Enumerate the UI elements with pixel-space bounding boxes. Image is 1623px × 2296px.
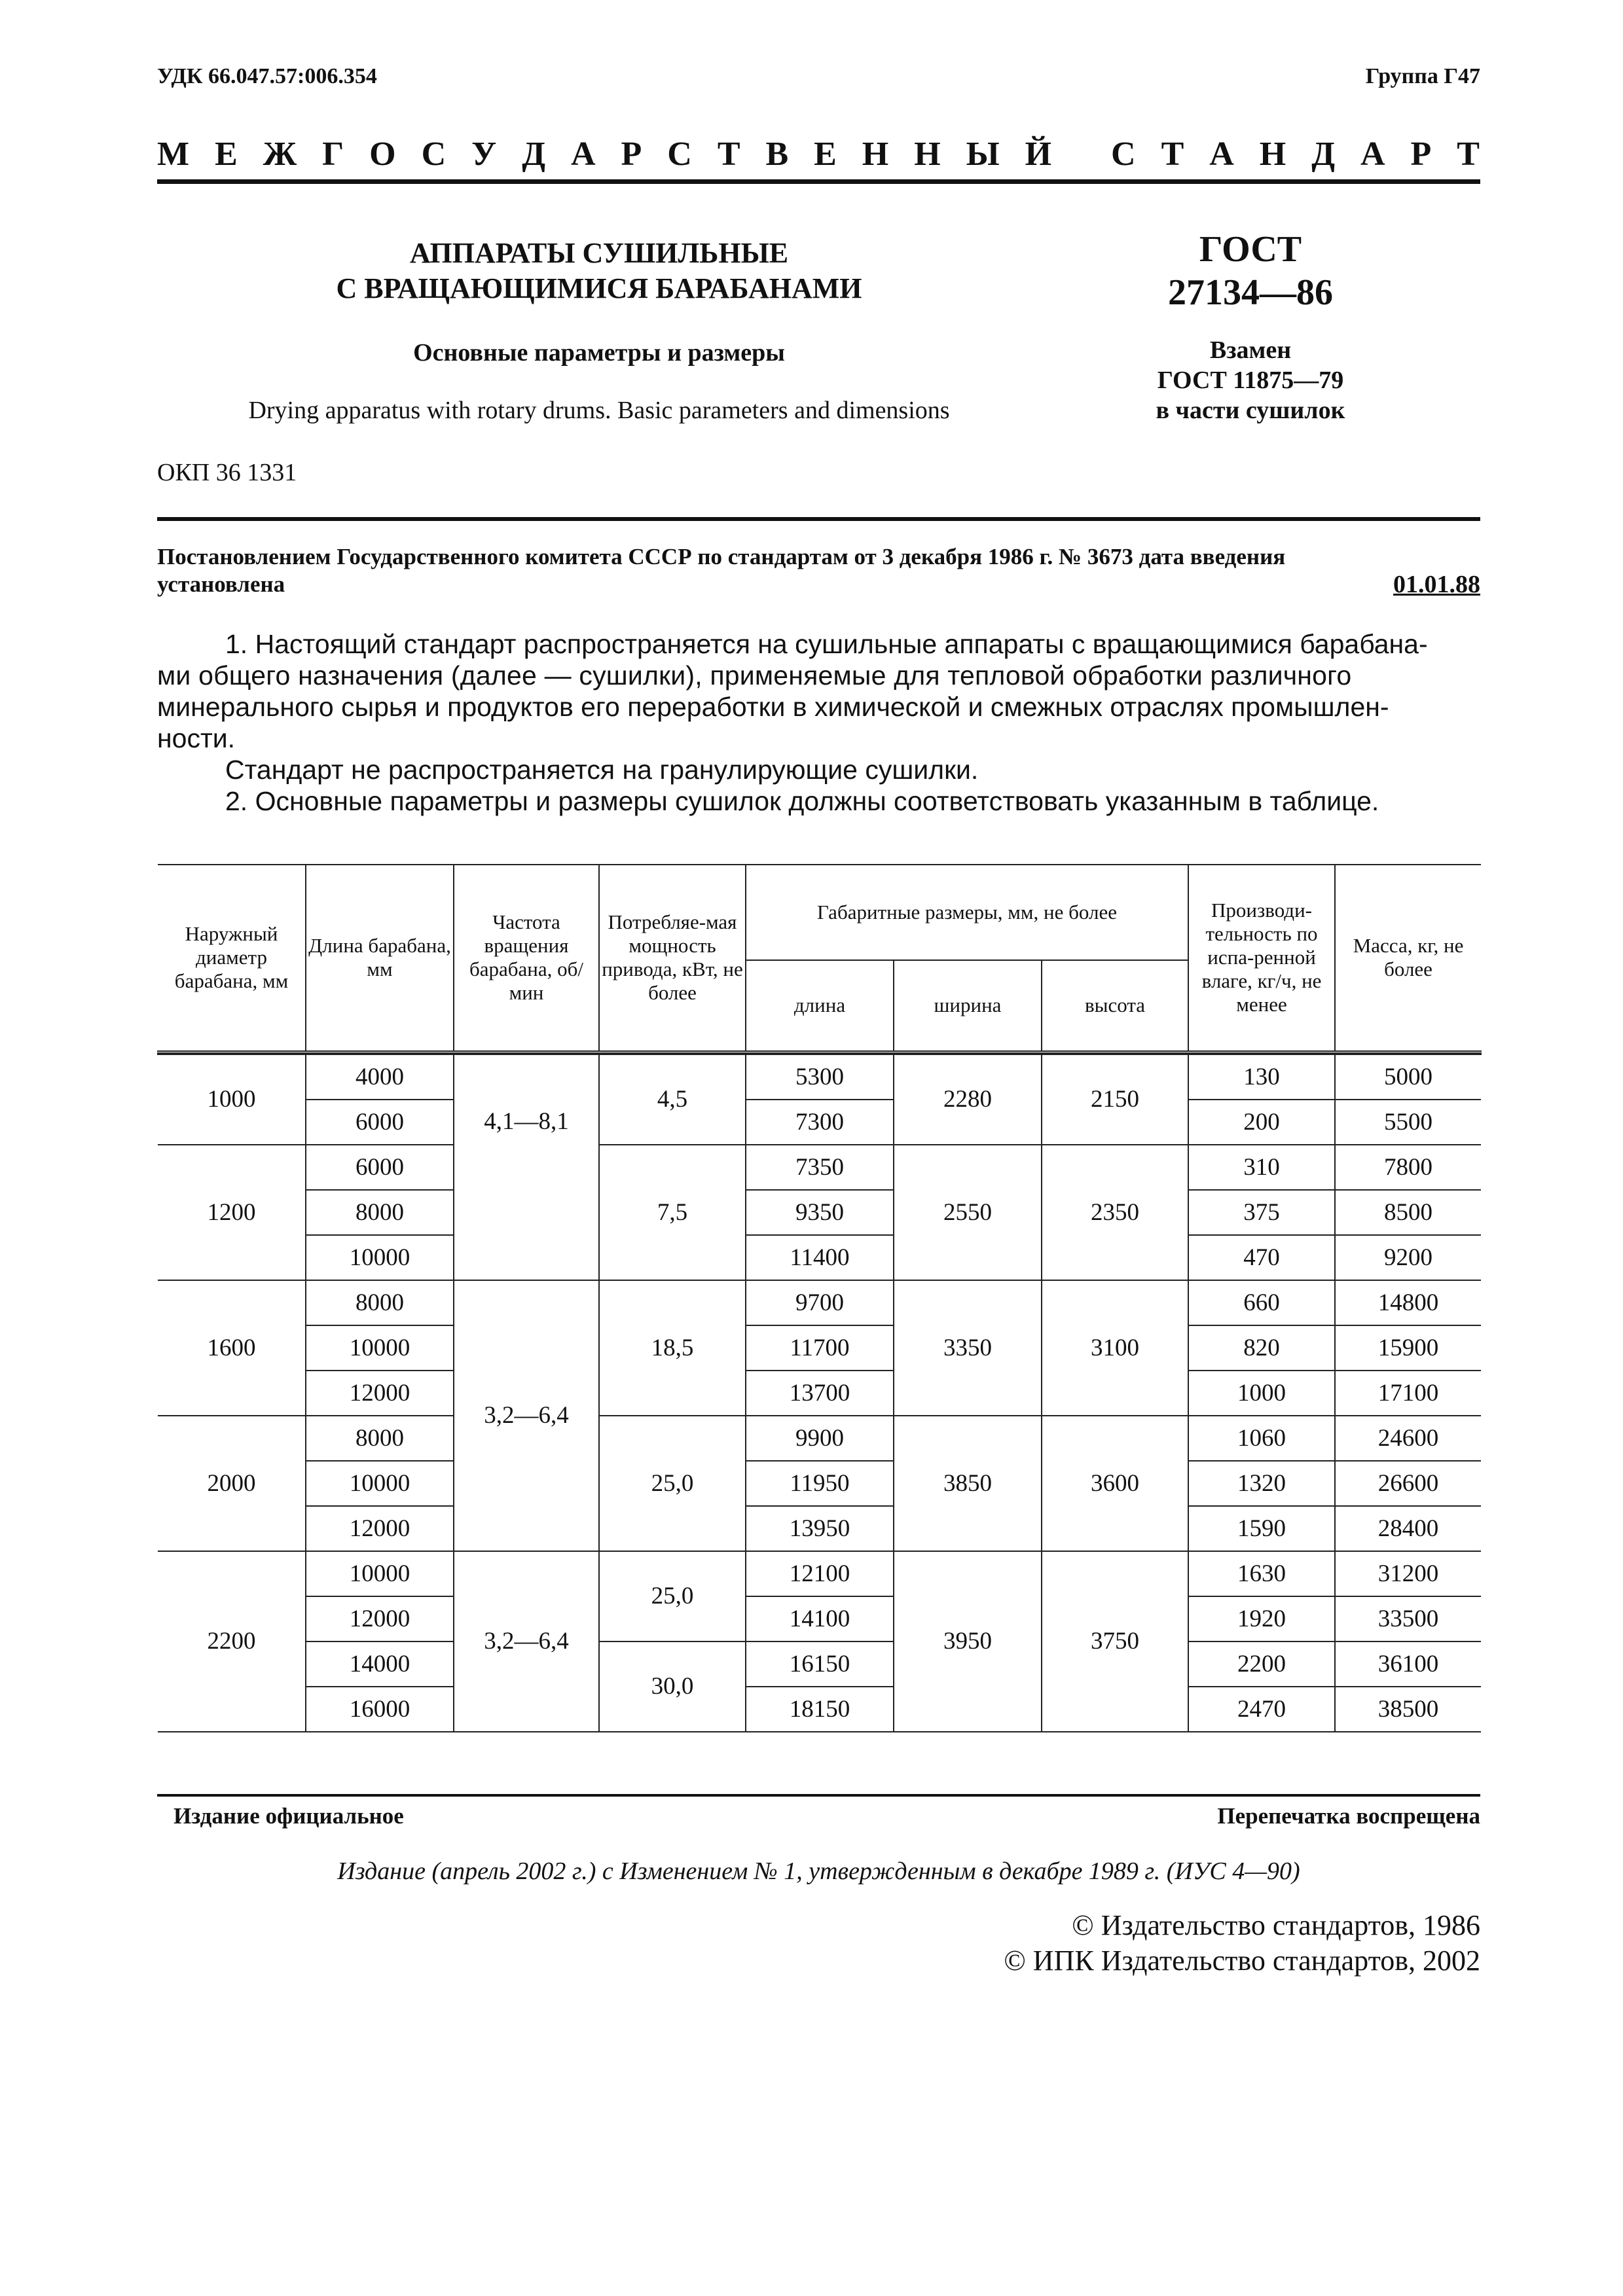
table-row — [158, 1100, 1481, 1145]
paragraph-1-line-2: ми общего назначения (далее — сушилки), применяемые для тепловой обработки различного — [157, 660, 1352, 691]
table-row — [158, 1506, 1481, 1551]
cell-length: 12000 — [306, 1371, 454, 1416]
copyright-2002: © ИПК Издательство стандартов, 2002 — [1004, 1945, 1480, 1977]
cell-productivity: 820 — [1188, 1325, 1335, 1371]
replacement-note — [1074, 335, 1427, 425]
header-overall-length: длина — [746, 960, 894, 1052]
banner-letter: Н — [862, 135, 889, 173]
banner-letter: Е — [215, 135, 238, 173]
gost-block — [1074, 228, 1427, 314]
table-row — [158, 1235, 1481, 1280]
banner-letter: Д — [1311, 135, 1335, 173]
document-title — [157, 236, 1041, 306]
banner-letter: А — [1209, 135, 1234, 173]
table-row — [158, 1145, 1481, 1190]
header-mass: Масса, кг, не более — [1335, 865, 1481, 1052]
cell-power: 25,0 — [599, 1551, 746, 1641]
header-power: Потребляе-мая мощность привода, кВт, не более — [599, 865, 746, 1052]
cell-frequency: 3,2—6,4 — [454, 1551, 599, 1732]
cell-length: 8000 — [306, 1416, 454, 1461]
decree-line-1: Постановлением Государственного комитета СССР по стандартам от 3 декабря 1986 г. № 3673 дата введения — [157, 544, 1286, 569]
cell-mass: 5500 — [1335, 1100, 1481, 1145]
cell-height: 2350 — [1042, 1145, 1188, 1280]
banner-letter: С — [667, 135, 692, 173]
cell-power: 30,0 — [599, 1641, 746, 1732]
cell-productivity: 1590 — [1188, 1506, 1335, 1551]
cell-length: 8000 — [306, 1190, 454, 1235]
banner-letter: Н — [1259, 135, 1286, 173]
group-code: Группа Г47 — [1365, 64, 1480, 88]
cell-diameter: 2000 — [158, 1416, 306, 1551]
cell-overall-length: 9700 — [746, 1280, 894, 1325]
table-row — [158, 1596, 1481, 1641]
table-row — [158, 1551, 1481, 1596]
decree-text — [157, 543, 1480, 598]
cell-power: 4,5 — [599, 1054, 746, 1145]
banner-letter: У — [471, 135, 497, 173]
banner-letter: А — [1360, 135, 1385, 173]
cell-length: 14000 — [306, 1641, 454, 1687]
cell-diameter: 2200 — [158, 1551, 306, 1732]
header-overall-width: ширина — [894, 960, 1042, 1052]
banner-letter: Ы — [966, 135, 1000, 173]
banner-letter: Г — [322, 135, 344, 173]
cell-mass: 36100 — [1335, 1641, 1481, 1687]
table-row — [158, 1325, 1481, 1371]
cell-length: 8000 — [306, 1280, 454, 1325]
cell-diameter: 1000 — [158, 1054, 306, 1145]
header-productivity: Производи-тельность по испа-ренной влаге, кг/ч, не менее — [1188, 865, 1335, 1052]
cell-mass: 17100 — [1335, 1371, 1481, 1416]
banner-letter: С — [421, 135, 447, 173]
banner-letter: О — [369, 135, 396, 173]
banner-letter: Й — [1025, 135, 1052, 173]
banner-letter: Т — [717, 135, 740, 173]
banner-letter: С — [1111, 135, 1136, 173]
cell-overall-length: 11950 — [746, 1461, 894, 1506]
cell-diameter: 1600 — [158, 1280, 306, 1416]
decree-line-2: установлена — [157, 571, 285, 597]
paragraph-1-line-4: ности. — [157, 723, 236, 753]
header-rule — [157, 179, 1480, 184]
effective-date: 01.01.88 — [1393, 571, 1480, 598]
banner-letter: М — [157, 135, 190, 173]
table-row — [158, 1371, 1481, 1416]
cell-productivity: 130 — [1188, 1054, 1335, 1100]
cell-overall-length: 7300 — [746, 1100, 894, 1145]
title-rule — [157, 517, 1480, 521]
cell-frequency: 3,2—6,4 — [454, 1280, 599, 1551]
cell-length: 10000 — [306, 1325, 454, 1371]
footer-rule — [157, 1794, 1480, 1797]
title-line-2: С ВРАЩАЮЩИМИСЯ БАРАБАНАМИ — [336, 272, 862, 304]
cell-productivity: 2470 — [1188, 1687, 1335, 1732]
table-row — [158, 1190, 1481, 1235]
copyright-1986: © Издательство стандартов, 1986 — [1072, 1909, 1480, 1941]
cell-height: 3100 — [1042, 1280, 1188, 1416]
header-frequency: Частота вращения барабана, об/мин — [454, 865, 599, 1052]
cell-productivity: 1000 — [1188, 1371, 1335, 1416]
interstate-standard-banner — [157, 135, 1480, 173]
cell-mass: 15900 — [1335, 1325, 1481, 1371]
gost-number: 27134—86 — [1168, 272, 1333, 313]
cell-width: 3350 — [894, 1280, 1042, 1416]
body-text — [157, 628, 1480, 817]
cell-overall-length: 9900 — [746, 1416, 894, 1461]
cell-mass: 24600 — [1335, 1416, 1481, 1461]
paragraph-2: Стандарт не распространяется на гранулирующие сушилки. — [225, 755, 979, 785]
cell-width: 3950 — [894, 1551, 1042, 1732]
cell-overall-length: 9350 — [746, 1190, 894, 1235]
header-overall-dimensions: Габаритные размеры, мм, не более — [746, 865, 1188, 960]
cell-height: 3600 — [1042, 1416, 1188, 1551]
cell-length: 6000 — [306, 1100, 454, 1145]
cell-productivity: 1920 — [1188, 1596, 1335, 1641]
cell-length: 10000 — [306, 1551, 454, 1596]
banner-letter: Д — [522, 135, 546, 173]
cell-overall-length: 16150 — [746, 1641, 894, 1687]
banner-letter: Е — [814, 135, 837, 173]
cell-productivity: 200 — [1188, 1100, 1335, 1145]
paragraph-1-line-3: минерального сырья и продуктов его переработки в химической и смежных отраслях промышлен- — [157, 692, 1389, 722]
banner-letter: Т — [1457, 135, 1480, 173]
cell-mass: 9200 — [1335, 1235, 1481, 1280]
cell-overall-length: 7350 — [746, 1145, 894, 1190]
cell-overall-length: 12100 — [746, 1551, 894, 1596]
cell-power: 25,0 — [599, 1416, 746, 1551]
banner-letter: Н — [914, 135, 941, 173]
official-edition-label: Издание официальное — [173, 1803, 404, 1829]
cell-width: 2550 — [894, 1145, 1042, 1280]
okp-code: ОКП 36 1331 — [157, 459, 297, 486]
table-row — [158, 1687, 1481, 1732]
banner-letter: Р — [621, 135, 642, 173]
cell-productivity: 375 — [1188, 1190, 1335, 1235]
cell-length: 6000 — [306, 1145, 454, 1190]
header-overall-height: высота — [1042, 960, 1188, 1052]
cell-height: 2150 — [1042, 1054, 1188, 1145]
cell-mass: 5000 — [1335, 1054, 1481, 1100]
table-row — [158, 1280, 1481, 1325]
cell-length: 10000 — [306, 1461, 454, 1506]
udk-code: УДК 66.047.57:006.354 — [157, 64, 377, 88]
cell-productivity: 470 — [1188, 1235, 1335, 1280]
cell-productivity: 660 — [1188, 1280, 1335, 1325]
banner-letter: А — [571, 135, 596, 173]
cell-overall-length: 5300 — [746, 1054, 894, 1100]
banner-letter: В — [765, 135, 789, 173]
cell-mass: 8500 — [1335, 1190, 1481, 1235]
cell-mass: 26600 — [1335, 1461, 1481, 1506]
replace-line-3: в части сушилок — [1156, 397, 1345, 424]
banner-letter: Р — [1410, 135, 1432, 173]
cell-length: 12000 — [306, 1506, 454, 1551]
replace-line-2: ГОСТ 11875—79 — [1157, 367, 1344, 394]
cell-mass: 31200 — [1335, 1551, 1481, 1596]
banner-letter: Ж — [263, 135, 297, 173]
cell-length: 4000 — [306, 1054, 454, 1100]
cell-overall-length: 13950 — [746, 1506, 894, 1551]
replace-line-1: Взамен — [1209, 336, 1292, 364]
cell-width: 3850 — [894, 1416, 1042, 1551]
cell-length: 16000 — [306, 1687, 454, 1732]
cell-mass: 38500 — [1335, 1687, 1481, 1732]
cell-productivity: 2200 — [1188, 1641, 1335, 1687]
cell-overall-length: 11400 — [746, 1235, 894, 1280]
paragraph-1: 1. Настоящий стандарт распространяется на сушильные аппараты с вращающимися барабана- — [225, 629, 1428, 659]
cell-overall-length: 18150 — [746, 1687, 894, 1732]
cell-overall-length: 13700 — [746, 1371, 894, 1416]
cell-productivity: 1320 — [1188, 1461, 1335, 1506]
cell-length: 12000 — [306, 1596, 454, 1641]
copyright-block — [1004, 1908, 1480, 1979]
document-subtitle: Основные параметры и размеры — [413, 339, 785, 367]
cell-productivity: 1630 — [1188, 1551, 1335, 1596]
cell-diameter: 1200 — [158, 1145, 306, 1280]
cell-power: 7,5 — [599, 1145, 746, 1280]
header-diameter: Наружный диаметр барабана, мм — [158, 865, 306, 1052]
cell-mass: 7800 — [1335, 1145, 1481, 1190]
cell-mass: 28400 — [1335, 1506, 1481, 1551]
cell-length: 10000 — [306, 1235, 454, 1280]
english-title: Drying apparatus with rotary drums. Basic parameters and dimensions — [248, 397, 950, 424]
table-row — [158, 1461, 1481, 1506]
gost-label: ГОСТ — [1199, 229, 1302, 270]
cell-power: 18,5 — [599, 1280, 746, 1416]
cell-overall-length: 11700 — [746, 1325, 894, 1371]
cell-productivity: 1060 — [1188, 1416, 1335, 1461]
header-length: Длина барабана, мм — [306, 865, 454, 1052]
cell-height: 3750 — [1042, 1551, 1188, 1732]
cell-width: 2280 — [894, 1054, 1042, 1145]
banner-letter — [1077, 135, 1085, 173]
parameters-table — [157, 864, 1482, 1732]
reprint-prohibited-label: Перепечатка воспрещена — [1217, 1803, 1480, 1829]
cell-mass: 33500 — [1335, 1596, 1481, 1641]
table-row — [158, 1416, 1481, 1461]
table-row — [158, 1054, 1481, 1100]
edition-note: Издание (апрель 2002 г.) с Изменением № 1, утвержденным в декабре 1989 г. (ИУС 4—90) — [337, 1857, 1300, 1885]
cell-mass: 14800 — [1335, 1280, 1481, 1325]
title-line-1: АППАРАТЫ СУШИЛЬНЫЕ — [409, 237, 789, 269]
paragraph-3: 2. Основные параметры и размеры сушилок должны соответствовать указанным в таблице. — [225, 786, 1379, 816]
cell-overall-length: 14100 — [746, 1596, 894, 1641]
cell-productivity: 310 — [1188, 1145, 1335, 1190]
table-row — [158, 1641, 1481, 1687]
banner-letter: Т — [1161, 135, 1184, 173]
cell-frequency: 4,1—8,1 — [454, 1054, 599, 1280]
